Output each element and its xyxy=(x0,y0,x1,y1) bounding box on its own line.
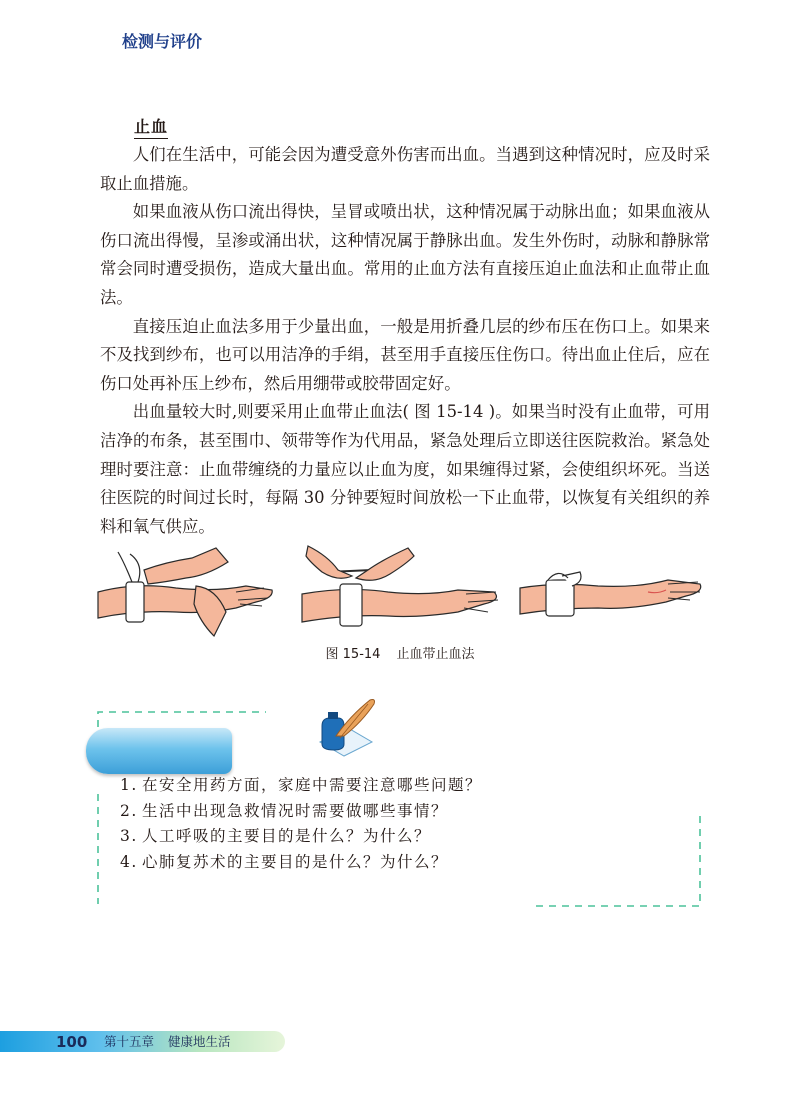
tourniquet-step-3-illustration xyxy=(518,542,708,642)
section-body xyxy=(100,141,710,541)
review-question xyxy=(120,824,482,850)
question-text: 在安全用药方面，家庭中需要注意哪些问题？ xyxy=(142,776,483,794)
chapter-title: 健康地生活 xyxy=(168,1034,231,1049)
chapter-number: 第十五章 xyxy=(104,1034,155,1049)
question-number: 1. xyxy=(120,776,138,794)
review-question xyxy=(120,773,482,799)
figure-caption xyxy=(0,643,800,662)
chapter-label xyxy=(104,1032,231,1052)
tourniquet-step-1-illustration xyxy=(96,542,276,642)
question-number: 3. xyxy=(120,827,138,845)
ink-bottle-quill-icon xyxy=(310,696,380,760)
paragraph: 直接压迫止血法多用于少量出血，一般是用折叠几层的纱布压在伤口上。如果来不及找到纱布，也可以用洁净的手绢，甚至用手直接压住伤口。待出血止住后，应在伤口处再补压上纱布，然后用绷带或胶带固定好。 xyxy=(100,316,710,393)
tourniquet-step-2-illustration xyxy=(298,542,508,652)
review-question-list xyxy=(120,773,482,875)
question-number: 2. xyxy=(120,801,138,820)
section-heading: 止血 xyxy=(134,114,168,139)
paragraph: 人们在生活中，可能会因为遭受意外伤害而出血。当遇到这种情况时，应及时采取止血措施。 xyxy=(100,145,710,193)
question-text: 人工呼吸的主要目的是什么？为什么？ xyxy=(142,827,432,845)
review-title-banner xyxy=(86,728,232,774)
question-text: 心肺复苏术的主要目的是什么？为什么？ xyxy=(142,852,449,871)
figure-number: 图 15-14 xyxy=(325,647,381,662)
paragraph: 如果血液从伤口流出得快，呈冒或喷出状，这种情况属于动脉出血；如果血液从伤口流出得慢，呈渗或涌出状，这种情况属于静脉出血。发生外伤时，动脉和静脉常常会同时遭受损伤，造成大量出血。常用的止血方法有直接压迫止血法和止血带止血法。 xyxy=(100,202,710,307)
review-title: 检测与评价 xyxy=(122,32,203,51)
tourniquet-figure xyxy=(96,542,706,652)
figure-title: 止血带止血法 xyxy=(396,647,475,662)
review-question xyxy=(120,799,482,825)
paragraph: 出血量较大时,则要采用止血带止血法( 图 15-14 )。如果当时没有止血带，可用洁净的布条，甚至围巾、领带等作为代用品，紧急处理后立即送往医院救治。紧急处理时要注意：止血带缠绕的力量应以止血为度，如果缠得过紧，会使组织坏死。当送往医院的时间过长时，每隔 30 分钟要短时间放松一下止血带，以恢复有关组织的养料和氧气供应。 xyxy=(100,402,710,536)
review-question xyxy=(120,850,482,876)
question-number: 4. xyxy=(120,852,138,871)
question-text: 生活中出现急救情况时需要做哪些事情？ xyxy=(142,801,449,820)
page-number: 100 xyxy=(56,1033,88,1051)
